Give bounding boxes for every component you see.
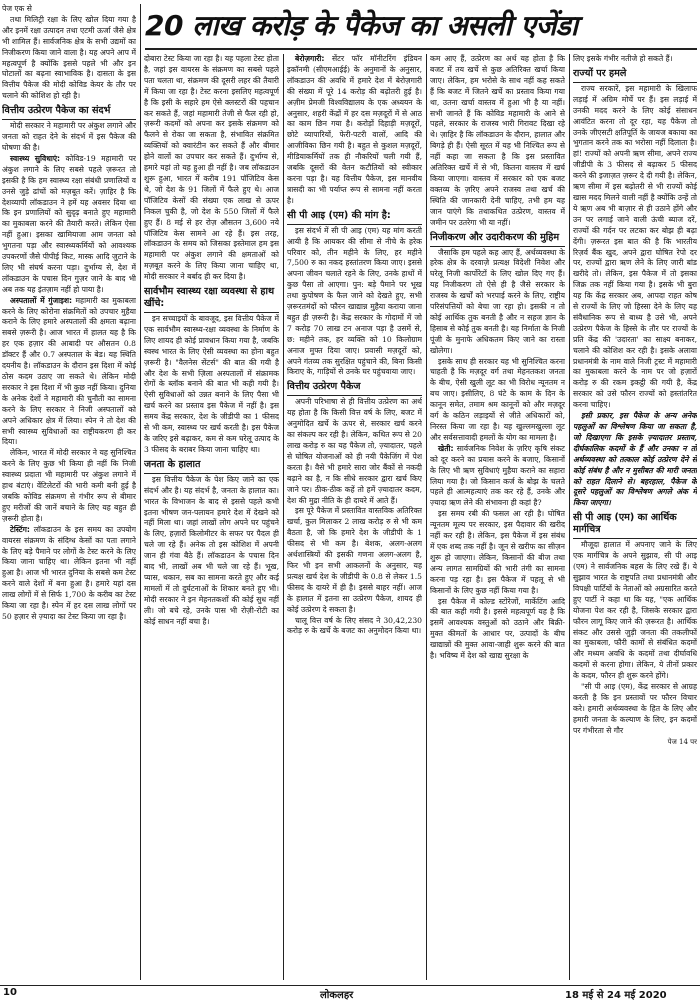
paragraph: दोबारा टेस्ट किया जा रहा है। यह पहला टेस्ट होता है, जहां इस वायरस के संक्रमण का सबसे पहले पता चलता था, संक्रमण की दूसरी लहर की तैयारी में किया जा रहा है। टेस्ट करना इसलिए महत्वपूर्ण है कि इसी के सहारे हम ऐसे क्लस्टरों की पहचान कर सकते हैं, जहां महामारी तेजी से फैल रही हो, ज़रूरी कदमों को अपना कर इसके संक्रमण को फैलने से रोका जा सकता है, संभावित संक्रमित व्यक्तियों को क्वारंटीन कर सकते हैं और बीमार होने वालों का उपचार कर सकते हैं। दुर्भाग्य से, हमारे यहां तो यह हुआ ही नहीं है। जब लॉकडाउन शुरू हुआ, भारत में करीब 191 पॉजिटिव केस थे, जो देश के 91 जिलों में फैले हुए थे। आज पॉजिटिव केसों की संख्या एक लाख से ऊपर निकल चुकी है, जो देश के 550 जिलों में फैले हुए हैं। 8 मई से हर रोज़ औसतन 3,600 नये पॉजिटिव केस सामने आ रहे हैं। इस तरह, लॉकडाउन के समय को जिसका इस्तेमाल हम इस महामारी पर अंकुश लगाने की क्षमताओं को मज़बूत करने के लिए किया जाना चाहिए था, मोदी सरकार ने बर्बाद ही कर दिया है। [144,54,279,282]
column-1 [2,4,136,980]
column-divider [283,54,284,980]
paragraph [2,525,136,623]
paragraph-text: सार्वजनिक निवेश के ज़रिए कृषि संकट को दूर करने का प्रयास करने के बजाए, किसानों के लिए भी ऋण सुविधाएं मुहैया कराने का सहारा लिया गया है। जो किसान कर्ज के बोझ के चलते पहले ही आत्महत्याएं तक कर रहे हैं, उनके और ज़्यादा ऋण लेने की संभावना ही कहां है? [430,443,565,508]
headline-rule [145,48,697,50]
paragraph: लेकिन, भारत में मोदी सरकार ने यह सुनिश्चित करने के लिए कुछ भी किया ही नहीं कि निजी स्वास्थ्य प्रदाता भी महामारी पर अंकुश लगाने में हाथ बंटाएं। वेंटिलेटरों की भारी कमी बनी हुई है जबकि कोविड संक्रमण से गंभीर रूप से बीमार हुए मरीजों की जानें बचाने के लिए यह बहुत ही ज़रूरी होता है। [2,448,136,523]
paragraph-text: सेंटर फॉर मॉनीटरिंग इंडियन इकॉनमी (सीएमआईई) के अनुमानों के अनुसार, लॉकडाउन की अवधि में हमारे देश में बेरोज़गारी की संख्या में पूरे 14 करोड़ की बढ़ोतरी हुई है। अज़ीम प्रेमजी विश्वविद्यालय के एक अध्ययन के अनुसार, शहरी केंद्रों में हर दस मज़दूरों में से आठ का काम छिन गया है। करोड़ों दिहाड़ी मज़दूरों, छोटे व्यापारियों, फेरी-पटरी वालों, आदि की आजीविका छिन गयी है। बहुत से कुशल मज़दूरों, मीडियाकर्मियों तक ही नौकरियों चली गयी हैं, जबकि दूसरों की वेतन कटौतियों को स्वीकार करना पड़ा है। यह वित्तीय पैकेज, इस मानवीय त्रासदी का भी पर्याप्त रूप से सामना नहीं करता है। [287,54,422,205]
paragraph [2,296,136,449]
section-subheading: सी पी आइ (एम) का आर्थिक मार्गचित्र [573,512,697,539]
paragraph: लिए इसके गंभीर नतीजे हो सकते हैं। [573,54,673,63]
column-5 [573,54,697,980]
headline: 20 लाख करोड़ के पैकेज का असली एजेंडा [145,9,578,42]
paragraph: तथा मिलिट्री रक्षा के लिए खोल दिया गया है और इनमें रक्षा उत्पादन तथा एटमी ऊर्जा जैसे क्षेत्र भी शामिल हैं। सार्वजनिक क्षेत्र के सभी उद्यमों का निजीकरण किया जाने वाला है। यह अपने आप में महत्वपूर्ण है क्योंकि इससे पहले भी और इन घोटालों का बढ़ना स्वाभाविक है। दासता के इस वित्तीय पैकेज की मोदी कोविड केयर के तौर पर चलाने की कोशिश हो रही है। [2,14,136,101]
paragraph-lead: टेस्टिंग: [10,524,30,534]
section-subheading: जनता के हालात [144,459,279,474]
paragraph [430,444,565,509]
column-3 [287,54,422,980]
italic-paragraph: इसी प्रकार, इस पैकेज के अन्य अनेक पहलुओं का विश्लेषण किया जा सकता है, जो दिखाएगा कि इसके ज़्यादातर प्रस्ताव, दीर्घकालिक कदमों के हैं और उनका न तो अर्थव्यवस्था को तत्काल कोई उत्प्रेरण देने से कोई संबंध है और न मुसीबत की मारी जनता को राहत दिलाने से। बहरहाल, पैकेज के दूसरे पहलुओं का विश्लेषण अगले अंक में किया जाएगा। [573,411,697,508]
paragraph: इन सच्चाइयों के बावजूद, इस वित्तीय पैकेज में एक सार्वभौम स्वास्थ्य-रक्षा व्यवस्था के निर्माण के लिए शायद ही कोई प्रावधान किया गया है, जबकि स्वस्थ भारत के लिए ऐसी व्यवस्था का होना बहुत ज़रूरी है। "वैलनेस सेंटर्स" की बात की गयी है और देश के सभी ज़िला अस्पतालों में संक्रामक रोगों के ब्लॉक बनाने की बात भी कही गयी है। ऐसी सुविधाओं को उन्नत बनाने के लिए पैसा भी खर्च करने का प्रस्ताव इस पैकेज में नहीं है। इस समय केंद्र सरकार, देश के जीडीपी का 1 फीसद से भी कम, स्वास्थ्य पर खर्च करती है। इस पैकेज के जरिए इसे बढ़ाकर, कम से कम घरेलू उत्पाद के 3 फीसद के बराबर किया जाना चाहिए था। [144,314,279,454]
paragraph: इस पूरे पैकेज में प्रस्तावित वास्तविक अतिरिक्त खर्चा, कुल मिलाकर 2 लाख करोड़ रु से भी कम बैठता है, जो कि हमारे देश के जीडीपी के 1 फीसद से भी कम है। बेशक, अलग-अलग अर्थशास्त्रियों की इसकी गणना अलग-अलग है, फिर भी इन सभी आकलनों के अनुसार, यह प्रत्यक्ष खर्च देश के जीडीपी के 0.8 से लेकर 1.5 फीसद के दायरे में ही है। इससे बाहर नहीं। आज के हालात में इतना सा उत्प्रेरण पैकेज, शायद ही कोई उत्प्रेरण दे सकता है। [287,506,422,614]
footer-rule [0,985,700,986]
paragraph: कम आए हैं, उत्प्रेरण का अर्थ यह होता है कि बजट में तय खर्चे से कुछ अतिरिक्त खर्चा किया जाए। लेकिन, हम भरोसे के साथ नहीं कह सकते हैं कि बजट में जितने खर्चे का प्रस्ताव किया गया था, उतना खर्चा वास्तव में हुआ भी है या नहीं। सभी जानते हैं कि कोविड महामारी के आने से पहले, सरकार के राजस्व भारी गिरावट दिखा रहे थे। ज़ाहिर है कि लॉकडाउन के दौरान, हालात और बिगड़े ही हैं। ऐसी सूरत में यह भी निश्चित रूप से नहीं कहा जा सकता है कि इस प्रस्तावित अतिरिक्त खर्चे में से भी, कितना वास्तव में खर्च किया जाएगा। वास्तव में सरकार को एक बजट वक्तव्य के ज़रिए अपने राजस्व तथा खर्च की स्थिति की जानकारी देनी चाहिए, तभी हम यह जान पाएंगे कि तथाकथित उत्प्रेरण, वास्तव में जमीन पर उतरेगा भी या नहीं। [430,54,565,227]
column-divider [140,4,141,980]
paragraph-text: लॉकडाउन के इस समय का उपयोग वायरस संक्रमण के संदिग्ध केसों का पता लगाने के लिए बड़े पैमाने पर लोगों के टेस्ट करने के लिए किया जाना चाहिए था। लेकिन इतना भी नहीं हुआ है। आज भी भारत दुनिया के सबसे कम टेस्ट करने वाले देशों में बना हुआ है। हमारे यहां दस लाख लोगों में से सिर्फ 1,700 के करीब का टेस्ट किया जा रहा है। स्पेन में हर दस लाख लोगों पर 50 हज़ार से ज़्यादा का टेस्ट किया जा रहा है। [2,524,136,621]
paragraph: मौजूदा हालात में अपनाए जाने के लिए एक मार्गचित्र के अपने सुझाव, सी पी आइ (एम) ने सार्वजनिक बहस के लिए रखे हैं। ये सुझाव भारत के राष्ट्रपति तथा प्रधानमंत्री और विपक्षी पार्टियों के नेताओं को अग्रसारित करते हुए पार्टी ने कहा था कि यह, "एक आर्थिक योजना पेश कर रही है, जिसके सरकार द्वारा फौरन लागू किए जाने की ज़रूरत है। आर्थिक संकट और उससे जुड़ी जनता की तकलीफों का मुकाबला, फौरी कामों से संबंधित कदमों और मध्यम अवधि के कदमों तथा दीर्घावधि कदमों से करना होगा। लेकिन, ये तीनों प्रकार के कदम, फौरन ही शुरू करने होंगे। [573,540,697,681]
section-subheading: सार्वभौम स्वास्थ्य रक्षा व्यवस्था से हाथ खींचे: [144,286,279,313]
section-subheading: वित्तीय उत्प्रेरण पैकेज का संदर्भ [2,105,136,120]
paragraph: जैसाकि हम पहले कह आए हैं, अर्थव्यवस्था के हरेक क्षेत्र के दरवाज़े प्रत्यक्ष विदेशी निवेश और घरेलू निजी कार्पोरेटों के लिए खोल दिए गए हैं। यह निजीकरण तो ऐसे ही है जैसे सरकार के राजस्व के खर्चों को भरपाई करने के लिए, राष्ट्रीय परिसंपत्तियों को बेचा जा रहा हो। इसकी न तो कोई आर्थिक तुक बनती है और न सहज ज्ञान के हिसाब से कोई तुक बनती है। यह निर्माता के निजी पूंजी के मुनाफे अधिकतम किए जाने का रास्ता खोलेगा। [430,247,565,355]
paragraph-lead: स्वास्थ्य सुविधाएं: [10,153,61,163]
paragraph-lead: बेरोज़गारी: [295,54,325,63]
column-divider [426,54,427,980]
paragraph: इसके साथ ही सरकार यह भी सुनिश्चित करना चाहती है कि मज़दूर वर्ग तथा मेहनतकश जनता के बीच, ऐसी खुली लूट का भी विरोध न्यूनतम न बच जाए। इसीलिए, 8 घंटे के काम के दिन के कानून समेत, तमाम श्रम कानूनों को और मज़दूर वर्ग के कठिन लड़ाइयों से जीते अधिकारों को, निरस्त किया जा रहा है। यह खुल्लमखुल्ला लूट और सर्वसत्तावादी हमलों के योग का मामला है। [430,356,565,442]
paragraph: इस संदर्भ में सी पी आइ (एम) यह मांग करती आयी है कि आयकर की सीमा से नीचे के हरेक परिवार को, तीन महीने के लिए, हर महीने 7,500 रु का नकद हस्तांतरण किया जाए। इससे अपना जीवन चलाते रहने के लिए, उनके हाथों में कुछ पैसा तो आएगा। पुन: बड़े पैमाने पर भूख तथा कुपोषण के फैल जाने को देखते हुए, सभी ज़रूरतमंदों को फौरन खाद्यान्न मुहैया कराया जाना बहुत ही ज़रूरी है। केंद्र सरकार के गोदामों में जो 7 करोड़ 70 लाख टन अनाज पड़ा है उसमें से, छ: महीने तक, हर व्यक्ति को 10 किलोग्राम अनाज मुफ्त दिया जाए। प्रवासी मज़दूरों को, अपने गंतव्य तक सुरक्षित पहुंचाने की, बिना किसी किराए के, गाड़ियों से उनके घर पहुंचवाया जाए। [287,225,422,377]
page-number: 10 [3,987,17,998]
paragraph-lead: अस्पतालों में गुंजाइश: [10,295,73,305]
section-subheading: सी पी आइ (एम) की मांग है: [287,210,422,225]
paragraph-text: कोविड-19 महामारी पर अंकुश लगाने के लिए सबसे पहले ज़रूरत तो इसकी है कि हम स्वास्थ्य रक्षा संबंधी प्रणालियों व उनसे जुड़े ढांचों को मज़बूत करें। ज़ाहिर है कि देशव्यापी लॉकडाउन ने हमें यह अवसर दिया था कि इन प्रणालियों को सुदृढ़ बनाते हुए महामारी का मुकाबला करने की तैयारी करते। लेकिन ऐसा नहीं हुआ। इसका खामियाजा आम जनता को भुगतना पड़ा और स्वास्थ्यकर्मियों को आवश्यक उपकरणों जैसे पीपीई किट, मास्क आदि जुटाने के लिए भी संघर्ष करना पड़ा। दुर्भाग्य से, देश में लॉकडाउन के पचास दिन गुज़र जाने के बाद भी अब तक यह इंतज़ाम नहीं हो पाया है। [2,153,136,294]
column-4 [430,54,565,980]
issue-date: 18 मई से 24 मई 2020 [565,990,667,1001]
paragraph: चालू वित्त वर्ष के लिए संसद ने 30,42,230 करोड़ रु के खर्चे के बजट का अनुमोदन किया था। [287,615,422,636]
paragraph: मोदी सरकार ने महामारी पर अंकुश लगाने और जनता को राहत देने के संदर्भ में इस पैकेज की घोषणा की है। [2,121,136,152]
paragraph: "सी पी आइ (एम), केंद्र सरकार से आग्रह करती है कि इन प्रस्तावों पर फौरन विचार करे। हमारी अर्थव्यवस्था के हित के लिए और हमारी जनता के कल्याण के लिए, इन कदमों पर गंभीरता से गौर [573,682,697,735]
paragraph: पेज एक से [2,4,32,13]
column-divider [569,54,570,980]
paragraph: इस समय रबी की फसल आ रही है। घोषित न्यूनतम मूल्य पर सरकार, इस पैदावार की खरीद नहीं कर रही है। लेकिन, इस पैकेज में इस संबंध में एक शब्द तक नहीं है। जून से खरीफ का सीज़न शुरू हो जाएगा। लेकिन, किसानों की बीज तथा अन्य लागत सामग्रियों की भारी तंगी का सामना करना पड़ रहा है। इस पैकेज में पहलू से भी किसानों के लिए कुछ नहीं किया गया है। [430,509,565,595]
paragraph [2,154,136,296]
column-2 [144,54,279,980]
paragraph-text: महामारी का मुकाबला करने के लिए कोरोना संक्रमितों को उपचार मुहैया कराने के लिए हमारे अस्पतालों की क्षमता बढ़ाना सबसे ज़रूरी है। आज भारत में हालत यह है कि हर एक हज़ार की आबादी पर औसतन 0.8 डॉक्टर हैं और 0.7 अस्पताल के बेड। यह स्थिति दयनीय है। लॉकडाउन के दौरान इस दिशा में कोई ठोस कदम उठाए जा सकते थे। लेकिन मोदी सरकार ने इस दिशा में भी कुछ नहीं किया। दुनिया के अनेक देशों ने महामारी की चुनौती का सामना करने के लिए सरकार ने निजी अस्पतालों को अपने अधिकार क्षेत्र में लिया। स्पेन ने तो देश की सभी स्वास्थ्य सुविधाओं का राष्ट्रीयकरण ही कर दिया। [2,295,136,447]
paragraph: राज्य सरकारें, इस महामारी के खिलाफ लड़ाई में अग्रिम मोर्चे पर हैं। इस लड़ाई में उनकी मदद करने के लिए कोई संसाधन आवंटित करना तो दूर रहा, यह पैकेज तो उनके जीएसटी क्षतिपूर्ति के जायज बकाया का भुगतान करने तक का भरोसा नहीं दिलाता है। हां! राज्यों को अपनी ऋण सीमा, अपने राज्य जीडीपी के 3 फीसद से बढ़ाकर 5 फीसद करने की इजाज़त ज़रूर दे दी गयी है। लेकिन, ऋण सीमा में इस बढ़ोतरी से भी राज्यों कोई खास मदद मिलने वाली नहीं है क्योंकि उन्हें तो ये ऋण अब भी बाज़ार से ही उठाने होंगे और उन पर लगाई जाने वाली ऊंची ब्याज दरें, राज्यों की गर्दन पर लटका कर बोझ ही बढ़ा देंगी। ज़रूरत इस बात की है कि भारतीय रिज़र्व बैंक खुद, अपने द्वारा घोषित रेपो दर पर, राज्यों द्वारा ऋण लेने के लिए जारी बांड खरीदे तो। लेकिन, इस पैकेज में तो इसका जिक्र तक नहीं किया गया है। इसके भी बुरा यह कि केंद्र सरकार अब, आपदा राहत कोष से राज्यों के लिए जो हिस्सा देने के लिए यह संवैधानिक रूप से बाध्य है उसे भी, अपने उत्प्रेरण पैकेज के हिस्से के तौर पर राज्यों के प्रति केंद्र की 'उदारता' का साक्ष्य बनाकर, चलाने की कोशिश कर रही है। इसके अलावा प्रधानमंत्री के नाम वाले निजी ट्रस्ट में महामारी का मुकाबला करने के नाम पर जो हज़ारों करोड़ रु की रकम इकट्ठी की गयी है, केंद्र सरकार को उसे फौरन राज्यों को हस्तांतरित करना चाहिए। [573,83,697,410]
paragraph: इस वित्तीय पैकेज के पेश किए जाने का एक संदर्भ और है। यह संदर्भ है, जनता के हालात का। भारत के विभाजन के बाद से इससे पहले कभी इतना भीषण जन-पलायन हमारे देश में देखने को नहीं मिला था। जहां लाखों लोग अपने घर पहुंचने के लिए, हज़ारों किलोमीटर के सफर पर पैदल ही चले जा रहे हैं। अनेक तो इस कोशिश में अपनी जान ही गंवा बैठे हैं। लॉकडाउन के पचास दिन बाद भी, लाखों अब भी चले जा रहे हैं। भूख, प्यास, थकान, सब का सामना करते हुए और कई मामलों में तो दुर्घटनाओं के शिकार बनते हुए भी। मोदी सरकार ने इन मेहनतकशों की कोई सुध नहीं ली। जो बचे रहे, उनके पास भी रोज़ी-रोटी का कोई साधन नहीं बचा है। [144,474,279,626]
section-subheading: निजीकरण और उदारीकरण की मुहिम [430,232,565,247]
paragraph: अपनी परिभाषा से ही वित्तीय उत्प्रेरण का अर्थ यह होता है कि किसी वित्त वर्ष के लिए, बजट में अनुमोदित खर्चे के ऊपर से, सरकार खर्च करने का संकल्प कर रही है। लेकिन, कथित रूप से 20 लाख करोड़ रु का यह पैकेज तो, ज़्यादातर, पहले से घोषित योजनाओं को ही नयी पैकेजिंग में पेश करता है। वैसे भी हमारे सारा जोर बैंकों से नकदी बढ़ाने का है, न कि सीधे सरकार द्वारा खर्च किए जाने पर। ठीक-ठीक कहें तो हमें ज़्यादातर कदम, देश की मुद्रा नीति के ही दायरे में आते हैं। [287,397,422,505]
section-subheading: वित्तीय उत्प्रेरण पैकेज [287,381,422,396]
section-subheading: राज्यों पर हमले [573,68,697,83]
paragraph-lead: खेती: [438,443,454,453]
publication-name: लोकलहर [320,990,354,1001]
paragraph [287,54,422,207]
continued-on-label: पेज 14 पर [667,737,697,746]
paragraph: इस पैकेज में कोल्ड स्टोरेजों, मार्केटिंग आदि की बात कही गयी है। इससे महत्वपूर्ण यह है कि इसमें आवश्यक वस्तुओं को उठाने और बिक्री-मुक्त कीमतों के आधार पर, उत्पादों के बीच खाद्यान्नों की मुक्त आवा-जाही शुरू करने की बात है। भविष्य में देश को खाद्य सुरक्षा के [430,596,565,661]
